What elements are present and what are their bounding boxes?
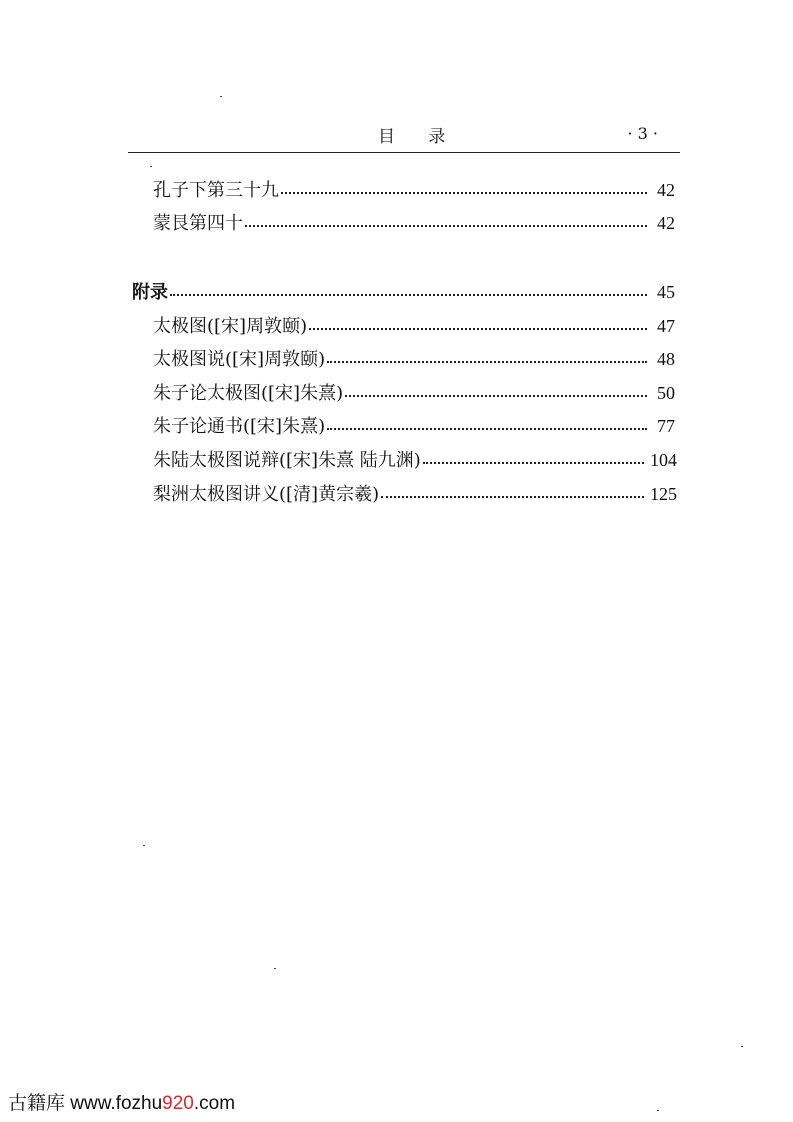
toc-entry[interactable] [153, 176, 675, 202]
toc-entry-page: 42 [657, 180, 675, 200]
toc-entry-label: 孔子下第三十九 [153, 180, 279, 201]
toc-entry-page: 45 [657, 282, 675, 302]
toc-entry-label: 朱子论太极图([宋]朱熹) [153, 383, 344, 404]
toc-entry-page: 48 [657, 349, 675, 369]
toc-entry-page: 104 [650, 450, 677, 470]
toc-entry-page: 42 [657, 213, 675, 233]
toc-leader-dots [381, 496, 644, 498]
toc-entry-label: 朱子论通书([宋]朱熹) [153, 416, 326, 437]
watermark-site-name: 古籍库 [8, 1093, 66, 1114]
toc-leader-dots [281, 192, 647, 194]
toc-leader-dots [309, 328, 647, 330]
toc-entry[interactable] [153, 412, 675, 438]
toc-entry-page: 47 [657, 316, 675, 336]
watermark-url-prefix: www.fozhu [70, 1093, 163, 1114]
header-title: 目 录 [378, 127, 460, 147]
toc-leader-dots [327, 428, 647, 430]
scan-speck [274, 968, 276, 969]
toc-entry-label: 太极图([宋]周敦颐) [153, 316, 308, 337]
scan-speck [220, 96, 222, 97]
watermark-url-number: 920 [162, 1093, 194, 1114]
toc-entry-label: 蒙艮第四十 [153, 213, 243, 234]
toc-section-appendix[interactable] [132, 278, 675, 304]
toc-entry-label: 太极图说([宋]周敦颐) [153, 349, 326, 370]
watermark-url-suffix: .com [193, 1093, 236, 1114]
scan-speck [657, 1110, 659, 1111]
watermark-footer [8, 1088, 235, 1115]
toc-entry-label: 朱陆太极图说辩([宋]朱熹 陆九渊) [153, 450, 421, 471]
toc-entry-label: 附录 [132, 282, 168, 303]
toc-leader-dots [423, 462, 644, 464]
header-page-number: · 3 · [627, 124, 658, 143]
toc-entry[interactable] [153, 446, 677, 472]
toc-entry[interactable] [153, 480, 677, 506]
toc-entry[interactable] [153, 345, 675, 371]
scan-speck [143, 845, 145, 846]
toc-leader-dots [327, 361, 647, 363]
page-header [128, 118, 680, 153]
toc-leader-dots [245, 225, 647, 227]
scan-speck [150, 166, 152, 167]
toc-entry[interactable] [153, 379, 675, 405]
toc-entry-page: 50 [657, 383, 675, 403]
toc-leader-dots [345, 395, 647, 397]
toc-entry[interactable] [153, 312, 675, 338]
toc-entry-page: 125 [650, 484, 677, 504]
scan-speck [741, 1046, 743, 1047]
toc-entry-page: 77 [657, 416, 675, 436]
toc-entry-label: 梨洲太极图讲义([清]黄宗羲) [153, 484, 380, 505]
toc-leader-dots [170, 294, 647, 296]
toc-entry[interactable] [153, 209, 675, 235]
